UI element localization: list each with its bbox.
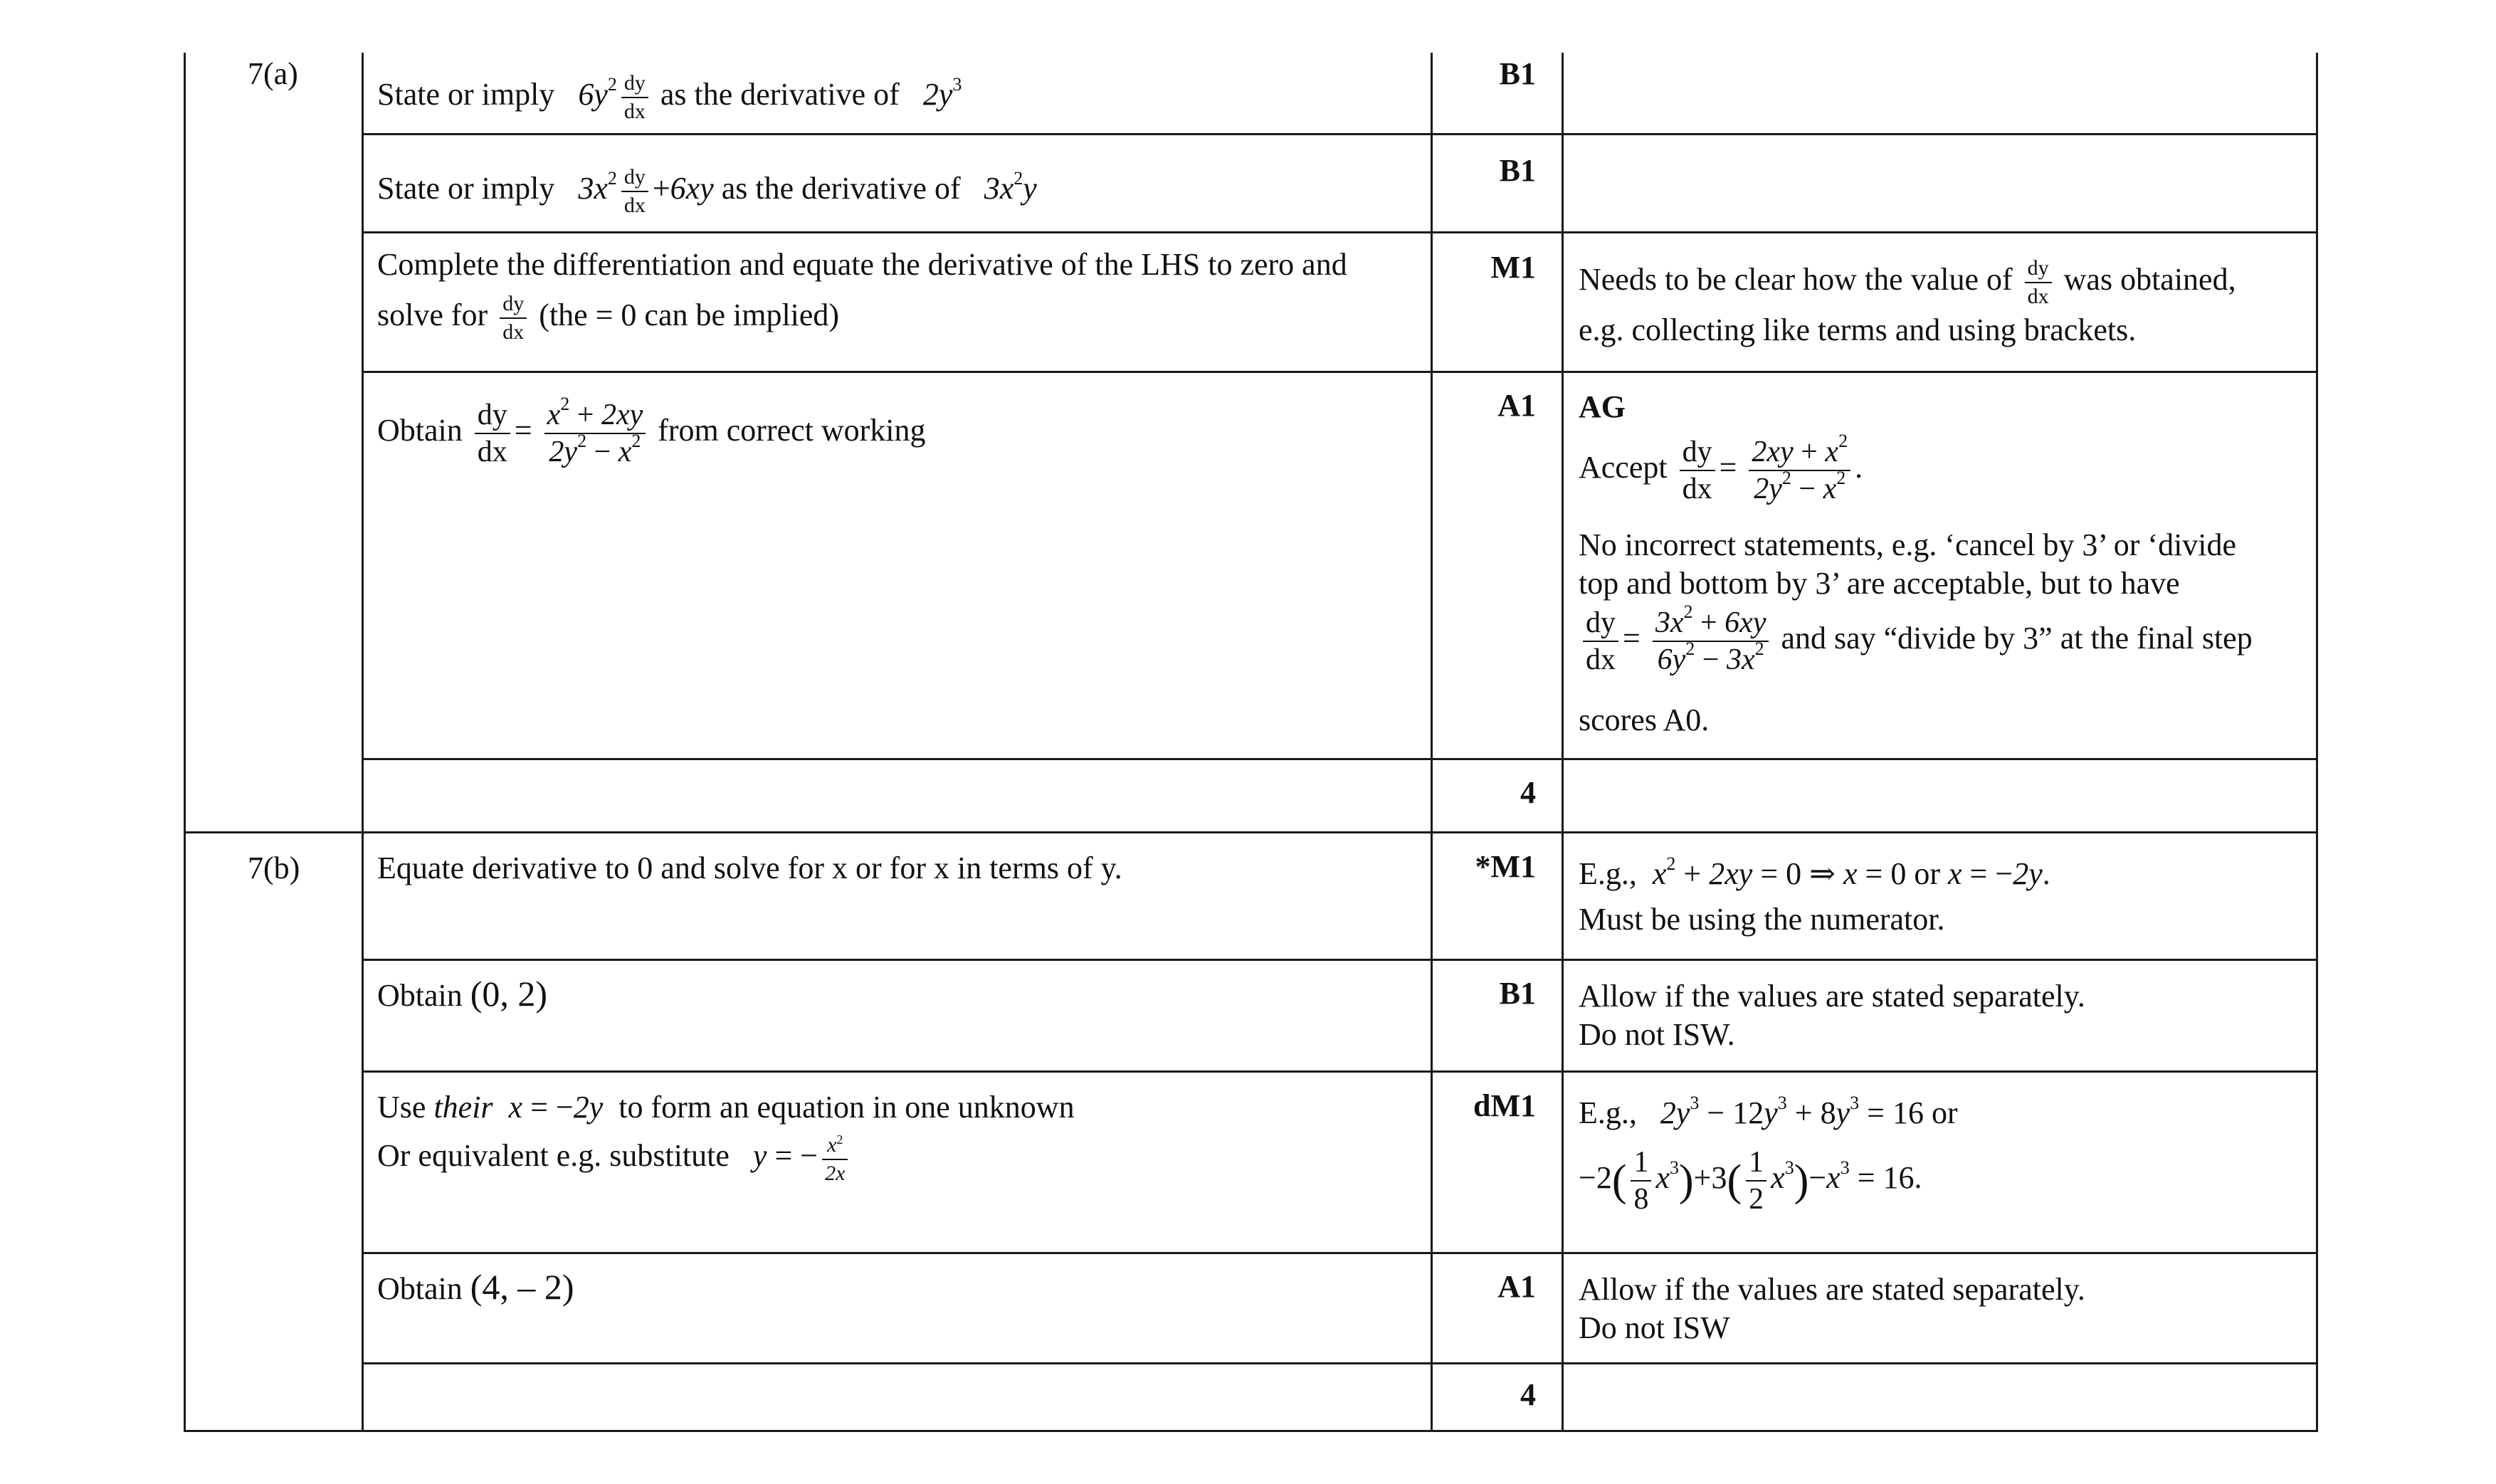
- answer-text: Obtain (4, – 2): [377, 1267, 574, 1307]
- math-expression: x = −2y.: [1948, 856, 2050, 891]
- grid-line: [184, 53, 186, 1432]
- dy-dx-fraction: $\frac{dy}{dx}$: [500, 293, 527, 343]
- guidance-note: No incorrect statements, e.g. ‘cancel by 3’ or ‘divide: [1579, 527, 2237, 562]
- math-expression: x = −2y: [500, 1090, 611, 1125]
- grid-line: [362, 1252, 2318, 1254]
- question-number: 7(a): [248, 56, 298, 91]
- answer-suffix: as the derivative of: [721, 171, 961, 206]
- math-expression: $3x^2y$: [968, 168, 1037, 206]
- guidance-note: Must be using the numerator.: [1579, 902, 1945, 937]
- total-marks: 4: [1520, 1377, 1536, 1412]
- grid-line: [362, 53, 364, 1432]
- guidance-note: Needs to be clear how the value of $\frac{dy}{dx}$ was obtained,: [1579, 256, 2236, 308]
- math-expression: $x^2 + 2xy = 0$ ⇒ x = 0: [1644, 853, 1915, 891]
- answer-text: Complete the differentiation and equate the derivative of the LHS to zero and: [377, 247, 1347, 282]
- answer-text: solve for $\frac{dy}{dx}$ (the = 0 can be implied): [377, 292, 840, 344]
- dy-dx-fraction: $\frac{dy}{dx}$: [475, 400, 510, 467]
- answer-text: Or equivalent e.g. substitute y = − $\frac{x^2}{2x}$: [377, 1133, 852, 1184]
- answer-given-label: AG: [1579, 389, 1626, 424]
- mark-code: *M1: [1475, 849, 1536, 884]
- dy-dx-fraction: $\frac{dy}{dx}$: [1680, 437, 1715, 504]
- answer-prefix: State or imply: [377, 171, 555, 206]
- guidance-note: Allow if the values are stated separately.: [1579, 1272, 2085, 1307]
- grid-line: [1431, 53, 1433, 1432]
- answer-prefix: State or imply: [377, 77, 555, 112]
- grid-line: [362, 371, 2318, 373]
- answer-suffix: as the derivative of: [660, 77, 900, 112]
- guidance-note: e.g. collecting like terms and using brackets.: [1579, 312, 2137, 347]
- guidance-note: E.g., $x^2 + 2xy = 0$ ⇒ x = 0 or x = −2y.: [1579, 853, 2050, 891]
- dy-dx-fraction: $\frac{dy}{dx}$: [621, 167, 648, 216]
- guidance-note: $\frac{dy}{dx}$ = $\frac{3x^2 + 6xy}{6y^2 - 3x^2}$ and say “divide by 3” at the final step: [1579, 608, 2253, 675]
- dy-dx-fraction: $\frac{dy}{dx}$: [1583, 608, 1618, 675]
- question-number: 7(b): [248, 851, 300, 885]
- grid-line: [2316, 53, 2318, 1432]
- guidance-note: Accept $\frac{dy}{dx}$ = $\frac{2xy + x^2}{2y^2 - x^2}$ .: [1579, 431, 1863, 505]
- guidance-note: Do not ISW.: [1579, 1017, 1735, 1052]
- mark-code: M1: [1490, 250, 1536, 285]
- answer-text: Use their x = −2y to form an equation in one unknown: [377, 1090, 1075, 1125]
- guidance-note: E.g., $2y^3 - 12y^3 + 8y^3 = 16$ or: [1579, 1093, 1958, 1130]
- answer-text: Obtain $\frac{dy}{dx}$ = $\frac{x^2 + 2xy}{2y^2 - x^2}$ from correct working: [377, 394, 926, 468]
- dy-dx-fraction: $\frac{dy}{dx}$: [621, 73, 648, 122]
- derivative-fraction: $\frac{2xy + x^2}{2y^2 - x^2}$: [1749, 437, 1850, 504]
- derivative-fraction: $\frac{x^2 + 2xy}{2y^2 - x^2}$: [544, 400, 646, 467]
- mark-code: A1: [1497, 1269, 1536, 1304]
- guidance-note: top and bottom by 3’ are acceptable, but to have: [1579, 566, 2180, 601]
- mark-code: B1: [1499, 976, 1536, 1011]
- mark-code: B1: [1499, 153, 1536, 188]
- mark-code: A1: [1497, 388, 1536, 423]
- derivative-fraction: $\frac{3x^2 + 6xy}{6y^2 - 3x^2}$: [1653, 608, 1769, 675]
- answer-text: Equate derivative to 0 and solve for x or for x in terms of y.: [377, 851, 1122, 885]
- answer-text: Obtain (0, 2): [377, 974, 548, 1014]
- total-marks: 4: [1520, 775, 1536, 810]
- coordinate-answer: (4, – 2): [470, 1267, 574, 1307]
- grid-line: [1562, 53, 1564, 1432]
- math-expression: $3x^2$ $\frac{dy}{dx}$ +6xy: [562, 165, 714, 217]
- mark-code: dM1: [1473, 1088, 1536, 1123]
- math-expression: y = − $\frac{x^2}{2x}$: [737, 1138, 853, 1173]
- grid-line: [362, 231, 2318, 233]
- grid-line: [362, 1362, 2318, 1364]
- math-expression: $6y^2$ $\frac{dy}{dx}$: [562, 77, 653, 112]
- guidance-note: Do not ISW: [1579, 1310, 1730, 1345]
- math-expression: $2y^3 - 12y^3 + 8y^3 = 16$: [1644, 1093, 1932, 1130]
- grid-line: [362, 1070, 2318, 1073]
- grid-line: [184, 831, 2318, 833]
- coordinate-answer: (0, 2): [470, 974, 548, 1014]
- guidance-note: Allow if the values are stated separately.: [1579, 979, 2085, 1014]
- grid-line: [184, 1430, 2318, 1432]
- answer-text: [377, 167, 1037, 216]
- math-expression: $2y^3$: [907, 74, 962, 112]
- answer-text: [377, 73, 962, 122]
- dy-dx-fraction: $\frac{dy}{dx}$: [2025, 258, 2052, 307]
- grid-line: [362, 959, 2318, 961]
- mark-scheme-table: [184, 53, 2318, 1432]
- math-expression: −2( $\frac{1}{8}$ $x^3)+3$( $\frac{1}{2}$ $x^3)-x^3 = 16$.: [1579, 1146, 1922, 1216]
- grid-line: [362, 758, 2318, 760]
- mark-code: B1: [1499, 56, 1536, 91]
- grid-line: [362, 133, 2318, 135]
- guidance-note: scores A0.: [1579, 702, 1710, 737]
